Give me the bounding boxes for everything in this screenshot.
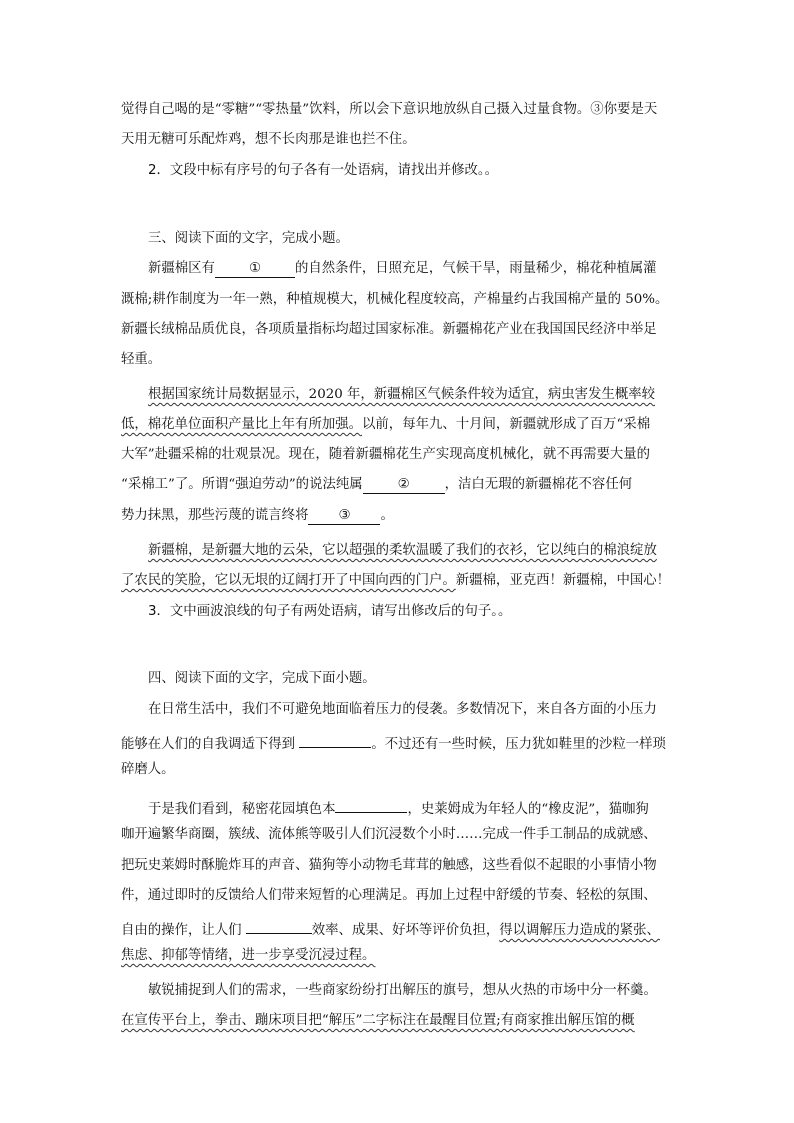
s3-p1-line-3: 新疆长绒棉品质优良，各项质量指标均超过国家标准。新疆棉花产业在我国国民经济中举足 xyxy=(121,322,657,337)
s4-p3-line-2: 在宣传平台上，拳击、蹦床项目把“解压”二字标注在最醒目位置;有商家推出解压馆的概 xyxy=(121,1013,635,1028)
s4-p2-line-6: 焦虑、抑郁等情绪，进一步享受沉浸过程。 xyxy=(121,948,376,963)
blank-4 xyxy=(299,730,371,748)
s4-p1-line-3: 碎磨人。 xyxy=(121,762,175,777)
s2-text-line-1: 觉得自己喝的是“零糖”“零热量”饮料，所以会下意识地放纵自己摄入过量食物。③你要是天 xyxy=(121,102,658,117)
s3-p2-line-2 xyxy=(121,415,650,435)
s3-p1-line-2: 溉棉;耕作制度为一年一熟，种植规模大，机械化程度较高，产棉量约占我国棉产量的 50%。 xyxy=(121,292,669,307)
s4-p2-l5-b: 效率、成果、好坏等评价负担， xyxy=(311,923,500,938)
s4-p1-l2-a: 能够在人们的自我调适下得到 xyxy=(121,737,296,752)
s3-p2-l2-b: 以前，每年九、十月间，新疆就形成了百万“采棉 xyxy=(362,417,651,432)
s3-p2-line-1: 根据国家统计局数据显示，2020 年，新疆棉区气候条件较为适宜，病虫害发生概率较 xyxy=(148,387,656,402)
s4-p2-l5-a: 自由的操作，让人们 xyxy=(121,923,242,938)
s3-p3-l2-wavy: 了农民的笑脸，它以无垠的辽阔打开了中国向西的门户。 xyxy=(121,573,456,588)
section-4-heading: 四、阅读下面的文字，完成下面小题。 xyxy=(148,671,376,686)
s3-p2-l2-wavy: 低，棉花单位面积产量比上年有所加强。 xyxy=(121,417,363,432)
s3-p3-l2-b: 新疆棉，亚克西！新疆棉，中国心！ xyxy=(455,573,671,588)
s3-p2-line-5 xyxy=(121,506,394,526)
s4-p3-line-1: 敏锐捕捉到人们的需求，一些商家纷纷打出解压的旗号，想从火热的市场中分一杯羹。 xyxy=(148,983,657,998)
s4-p2-line-5 xyxy=(121,916,660,941)
s3-p2-l5-a: 势力抹黑，那些污蔑的谎言终将 xyxy=(121,508,309,523)
blank-1: ① xyxy=(215,260,295,278)
s4-p2-l1-b: ，史莱姆成为年轻人的“橡皮泥”，猫咖狗 xyxy=(407,802,649,817)
s3-p3-line-2 xyxy=(121,571,670,591)
s4-p2-l5-wavy: 得以调解压力造成的紧张、 xyxy=(499,923,660,938)
blank-5 xyxy=(335,795,407,813)
s3-p2-l4-b: ，洁白无瑕的新疆棉花不容任何 xyxy=(444,477,633,492)
section-3-heading: 三、阅读下面的文字，完成小题。 xyxy=(148,231,349,246)
s3-p2-l4-a: “采棉工”了。所谓“强迫劳动”的说法纯属 xyxy=(121,477,363,492)
s4-p1-l2-b: 。不过还有一些时候，压力犹如鞋里的沙粒一样琐 xyxy=(371,737,666,752)
s3-p2-l5-b: 。 xyxy=(380,508,394,523)
question-2: 2．文段中标有序号的句子各有一处语病，请找出并修改。。 xyxy=(148,163,498,178)
s4-p1-line-1: 在日常生活中，我们不可避免地面临着压力的侵袭。多数情况下，来自各方面的小压力 xyxy=(148,702,657,717)
s4-p2-l1-a: 于是我们看到，秘密花园填色本 xyxy=(148,802,336,817)
question-3: 3．文中画波浪线的句子有两处语病，请写出修改后的句子。。 xyxy=(148,604,512,619)
s3-p1-line-4: 轻重。 xyxy=(121,352,162,367)
s4-p2-line-2: 咖开遍繁华商圈，簇绒、流体熊等吸引人们沉浸数个小时……完成一件手工制品的成就感、 xyxy=(121,827,657,842)
s3-p1-l1-a: 新疆棉区有 xyxy=(148,261,215,276)
s3-p1-l1-b: 的自然条件，日照充足，气候干旱，雨量稀少，棉花种植属灌 xyxy=(294,261,657,276)
blank-2: ② xyxy=(363,476,445,494)
s3-p2-line-4 xyxy=(121,475,632,495)
s3-p3-line-1: 新疆棉，是新疆大地的云朵，它以超强的柔软温暖了我们的衣衫，它以纯白的棉浪绽放 xyxy=(148,543,657,558)
s4-p2-line-1 xyxy=(148,795,649,820)
s4-p1-line-2 xyxy=(121,730,666,755)
s4-p2-line-4: 件，通过即时的反馈给人们带来短暂的心理满足。再加上过程中舒缓的节奏、轻松的氛围、 xyxy=(121,888,657,903)
s2-text-line-2: 天用无糖可乐配炸鸡，想不长肉那是谁也拦不住。 xyxy=(121,132,416,147)
s4-p2-line-3: 把玩史莱姆时酥脆炸耳的声音、猫狗等小动物毛茸茸的触感，这些看似不起眼的小事情小物 xyxy=(121,858,657,873)
blank-3: ③ xyxy=(308,507,380,525)
s3-p2-line-3: 大军”赴疆采棉的壮观景况。现在，随着新疆棉花生产实现高度机械化，就不再需要大量的 xyxy=(121,447,651,462)
s3-p1-line-1 xyxy=(148,259,657,279)
blank-6 xyxy=(246,916,312,934)
